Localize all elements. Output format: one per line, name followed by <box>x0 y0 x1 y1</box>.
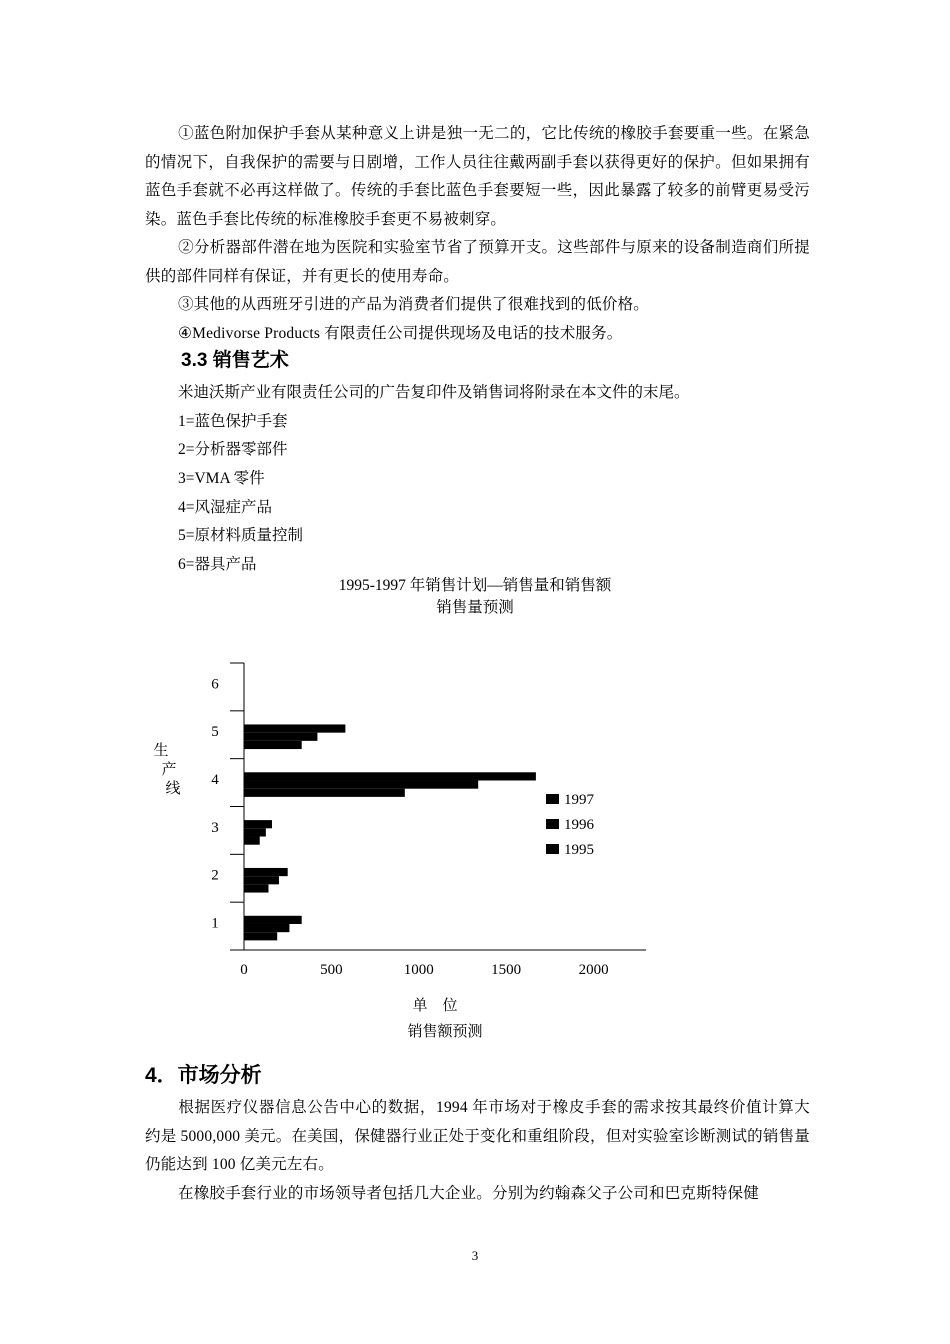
bar-1996 <box>244 876 279 884</box>
y-axis-label-char: 产 <box>161 762 177 778</box>
bar-1996 <box>244 780 478 788</box>
chart-subtitle: 销售量预测 <box>436 599 514 616</box>
legend-swatch-1995 <box>546 844 559 854</box>
section-heading-sales-art: 3.3 销售艺术 <box>181 350 289 371</box>
x-tick-label: 2000 <box>578 962 609 978</box>
bar-1997 <box>244 868 288 876</box>
y-tick-label: 2 <box>211 867 219 884</box>
chart-caption: 销售额预测 <box>407 1024 483 1040</box>
x-tick-label: 1500 <box>491 962 522 978</box>
y-tick-label: 3 <box>211 819 219 836</box>
legend-swatch-1997 <box>546 794 559 804</box>
bar-1997 <box>244 724 345 732</box>
legend-label-1995: 1995 <box>564 842 594 858</box>
product-line-item: 4=风湿症产品 <box>178 499 272 516</box>
paragraph-tech-service: ④Medivorse Products 有限责任公司提供现场及电话的技术服务。 <box>178 325 623 342</box>
bar-1995 <box>244 884 268 892</box>
bar-1996 <box>244 733 317 741</box>
product-line-item: 2=分析器零部件 <box>178 441 288 458</box>
bar-1995 <box>244 789 405 797</box>
paragraph-market-data: 根据医疗仪器信息公告中心的数据，1994 年市场对于橡皮手套的需求按其最终价值计算大约是 5000,000 美元。在美国，保健器行业正处于变化和重组阶段，但对实验室诊断测试的销售量仍能达到 100 亿美元左右。 <box>145 1099 810 1173</box>
paragraph-market-leaders: 在橡胶手套行业的市场领导者包括几大企业。分别为约翰森父子公司和巴克斯特保健 <box>178 1185 759 1202</box>
bar-1997 <box>244 820 272 828</box>
bar-1995 <box>244 837 260 845</box>
chart-title: 1995-1997 年销售计划—销售量和销售额 <box>338 577 612 594</box>
sales-volume-chart <box>150 655 670 1055</box>
product-line-item: 5=原材料质量控制 <box>178 527 303 544</box>
bar-1996 <box>244 924 289 932</box>
page-number: 3 <box>471 1248 479 1263</box>
x-tick-label: 0 <box>240 962 248 978</box>
legend-label-1996: 1996 <box>564 817 594 833</box>
bar-1997 <box>244 916 302 924</box>
x-tick-label: 1000 <box>403 962 434 978</box>
legend-swatch-1996 <box>546 819 559 829</box>
x-axis-label: 单 位 <box>412 998 458 1014</box>
paragraph-blue-gloves: ①蓝色附加保护手套从某种意义上讲是独一无二的，它比传统的橡胶手套要重一些。在紧急的情况下，自我保护的需要与日剧增，工作人员往往戴两副手套以获得更好的保护。但如果拥有蓝色手套就不必再这样做了。传统的手套比蓝色手套要短一些，因此暴露了较多的前臂更易受污染。蓝色手套比传统的标准橡胶手套更不易被刺穿。 <box>145 125 810 228</box>
paragraph-analyzer-parts: ②分析器部件潜在地为医院和实验室节省了预算开支。这些部件与原来的设备制造商们所提供的部件同样有保证，并有更长的使用寿命。 <box>145 239 810 285</box>
legend-label-1997: 1997 <box>564 792 594 808</box>
paragraph-spain-products: ③其他的从西班牙引进的产品为消费者们提供了很难找到的低价格。 <box>178 296 650 313</box>
section-intro: 米迪沃斯产业有限责任公司的广告复印件及销售词将附录在本文件的末尾。 <box>178 384 690 401</box>
x-tick-label: 500 <box>320 962 343 978</box>
y-tick-label: 4 <box>211 772 219 789</box>
section-heading-market-analysis: 4．市场分析 <box>145 1064 262 1087</box>
y-tick-label: 5 <box>211 724 219 741</box>
y-tick-label: 1 <box>211 915 219 932</box>
product-line-item: 6=器具产品 <box>178 556 257 573</box>
y-tick-label: 6 <box>211 676 219 693</box>
product-line-item: 3=VMA 零件 <box>178 470 265 487</box>
bar-1997 <box>244 772 536 780</box>
bar-1995 <box>244 741 302 749</box>
y-axis-label-char: 生 <box>153 743 169 759</box>
bar-1996 <box>244 828 266 836</box>
y-axis-label-char: 线 <box>165 781 181 797</box>
product-line-item: 1=蓝色保护手套 <box>178 413 288 430</box>
bar-1995 <box>244 932 277 940</box>
